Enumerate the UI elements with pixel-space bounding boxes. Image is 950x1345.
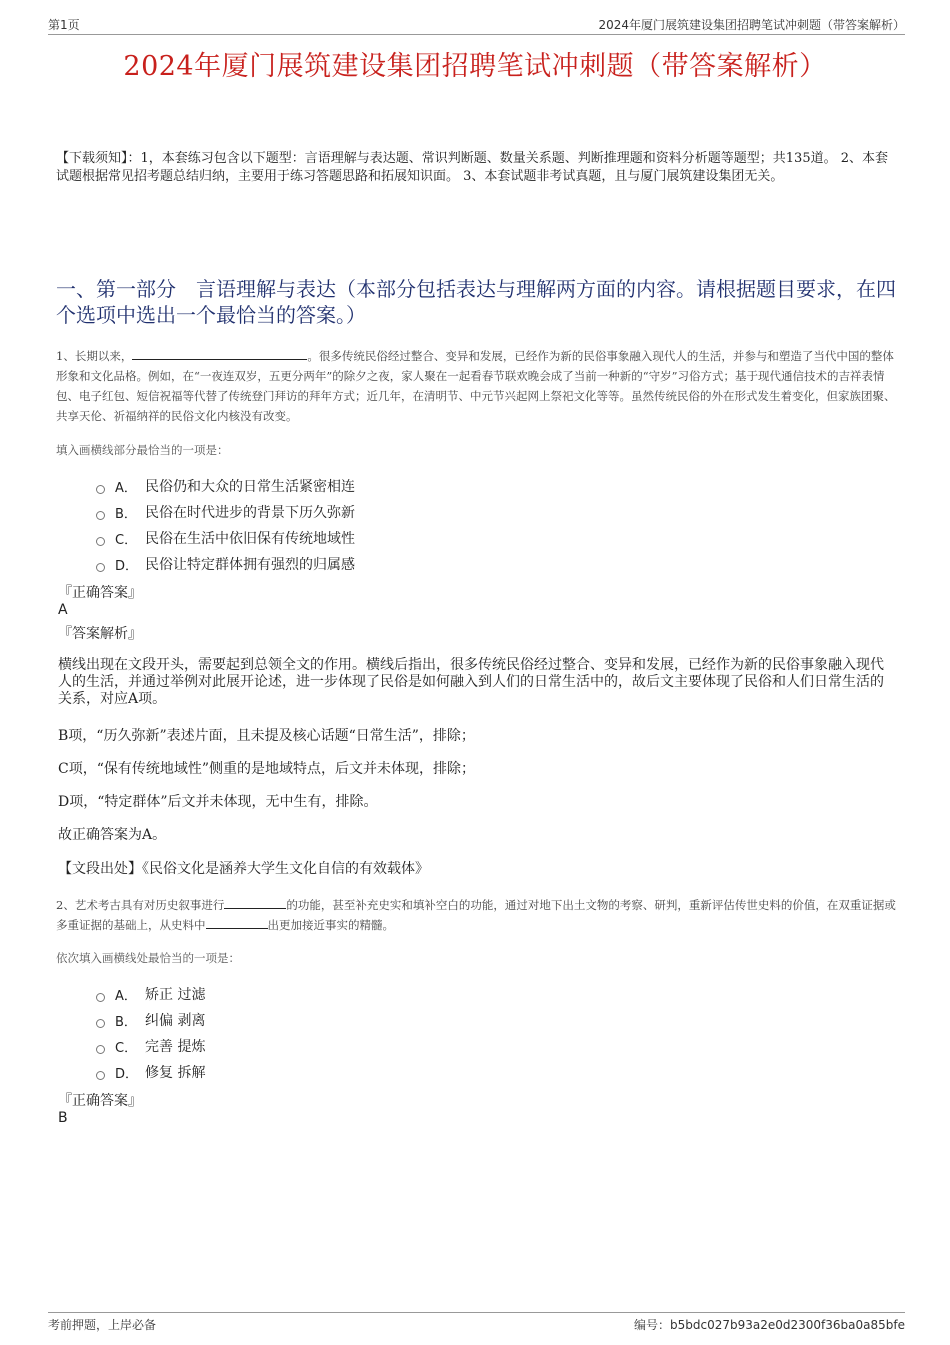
page-footer [48,1312,905,1332]
radio-icon[interactable] [96,1071,105,1080]
analysis-paragraph: 横线出现在文段开头，需要起到总领全文的作用。横线后指出，很多传统民俗经过整合、变异和发展，已经作为新的民俗事象融入现代人的生活，并通过举例对此展开论述，进一步体现了民俗是如何融入到人们的日常生活中的，故后文主要体现了民俗和人们日常生活的关系，对应A项。 [58,657,884,707]
option-a[interactable]: A． 民俗仍和大众的日常生活紧密相连 [96,473,355,499]
header-doc-title: 2024年厦门展筑建设集团招聘笔试冲刺题（带答案解析） [598,18,905,32]
page-header [48,14,905,35]
question-2-number: 2、艺术考古具有对历史叙事进行 [56,898,225,912]
question-2-options [96,981,205,1085]
question-1-prompt: 填入画横线部分最恰当的一项是： [56,443,229,457]
option-b[interactable]: B． 民俗在时代进步的背景下历久弥新 [96,499,355,525]
document-title: 2024年厦门展筑建设集团招聘笔试冲刺题（带答案解析） [123,51,827,82]
radio-icon[interactable] [96,563,105,572]
question-2-text-a: 的功能，甚至补充史实和填补空白的功能，通过对地下出土文物的考察、研判，重新评估传世史料的价值，在双重证据或多重证据的基础上，从史料中 [56,898,896,932]
answer-blank [224,896,286,909]
question-1-options [96,473,355,577]
option-a[interactable]: A． 矫正 过滤 [96,981,205,1007]
answer-blank [206,916,268,929]
question-1-text: 。很多传统民俗经过整合、变异和发展，已经作为新的民俗事象融入现代人的生活，并参与和塑造了当代中国的整体形象和文化品格。例如，在“一夜连双岁，五更分两年”的除夕之夜，家人聚在一起看春节联欢晚会成了当前一种新的“守岁”习俗方式；基于现代通信技术的吉祥表情包、电子红包、短信祝福等代替了传统登门拜访的拜年方式；近几年，在清明节、中元节兴起网上祭祀文化等等。虽然传统民俗的外在形式发生着变化，但家族团聚、共享天伦、祈福纳祥的民俗文化内核没有改变。 [56,349,896,423]
correct-answer-value: A [58,602,68,618]
page-number: 第1页 [48,18,80,32]
radio-icon[interactable] [96,993,105,1002]
question-1-stem [56,346,898,426]
download-notice: 【下载须知】：1，本套练习包含以下题型：言语理解与表达题、常识判断题、数量关系题、判断推理题和资料分析题等题型；共135道。 2、本套试题根据常见招考题总结归纳，主要用于练习答题思路和拓展知识面。 3、本套试题非考试真题，且与厦门展筑建设集团无关。 [56,151,888,184]
footer-slogan: 考前押题，上岸必备 [48,1318,157,1332]
radio-icon[interactable] [96,1019,105,1028]
option-c[interactable]: C． 完善 提炼 [96,1033,205,1059]
radio-icon[interactable] [96,485,105,494]
radio-icon[interactable] [96,511,105,520]
analysis-conclusion: 故正确答案为A。 [58,827,167,843]
question-1-number: 1、长期以来， [56,349,133,363]
option-d[interactable]: D． 修复 拆解 [96,1059,205,1085]
section-heading: 一、第一部分 言语理解与表达（本部分包括表达与理解两方面的内容。请根据题目要求，在四个选项中选出一个最恰当的答案。） [56,277,896,327]
analysis-label: 『答案解析』 [58,626,142,642]
analysis-source: 【文段出处】《民俗文化是涵养大学生文化自信的有效载体》 [58,861,429,877]
correct-answer-label: 『正确答案』 [58,585,142,601]
radio-icon[interactable] [96,1045,105,1054]
correct-answer-label: 『正确答案』 [58,1093,142,1109]
analysis-option-d: D项，“特定群体”后文并未体现，无中生有，排除。 [58,794,378,810]
question-2-stem [56,895,898,935]
answer-blank [132,347,307,360]
analysis-option-c: C项，“保有传统地域性”侧重的是地域特点，后文并未体现，排除； [58,761,476,777]
question-2-prompt: 依次填入画横线处最恰当的一项是： [56,951,240,965]
correct-answer-value: B [58,1110,68,1126]
footer-serial: 编号：b5bdc027b93a2e0d2300f36ba0a85bfe [634,1318,905,1332]
analysis-option-b: B项，“历久弥新”表述片面，且未提及核心话题“日常生活”，排除； [58,728,475,744]
option-c[interactable]: C． 民俗在生活中依旧保有传统地域性 [96,525,355,551]
option-d[interactable]: D． 民俗让特定群体拥有强烈的归属感 [96,551,355,577]
option-b[interactable]: B． 纠偏 剥离 [96,1007,205,1033]
radio-icon[interactable] [96,537,105,546]
question-2-text-b: 出更加接近事实的精髓。 [267,918,394,932]
